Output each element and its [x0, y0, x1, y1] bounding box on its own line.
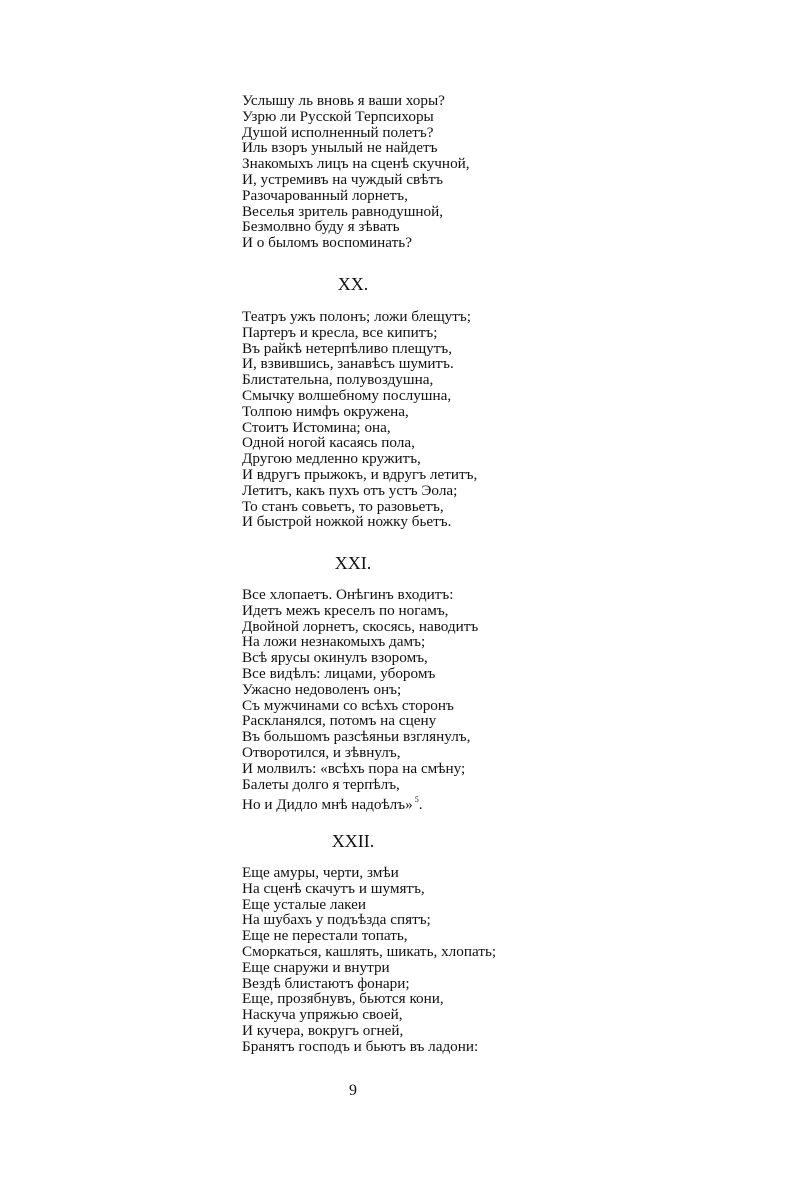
verse-line: Толпою нимфъ окружена, — [242, 402, 409, 420]
verse-line: Все видѣлъ: лицами, уборомъ — [242, 664, 436, 682]
verse-line: И молвилъ: «всѣхъ пора на смѣну; — [242, 759, 466, 777]
verse-line: Еще, прозябнувъ, бьются кони, — [242, 990, 444, 1008]
verse-line: Душой исполненный полетъ? — [242, 123, 434, 141]
verse-line: Одной ногой касаясь пола, — [242, 434, 415, 452]
verse-line: И, взвившись, занавѣсъ шумитъ. — [242, 355, 454, 373]
verse-line: Идетъ межъ креселъ по ногамъ, — [242, 601, 449, 619]
verse-line: И о быломъ воспоминать? — [242, 234, 412, 252]
stanza-heading-xx: XX. — [337, 274, 369, 294]
verse-line: Двойной лорнетъ, скосясь, наводитъ — [242, 617, 479, 635]
stanza-xxii — [242, 865, 562, 1055]
stanza-xx — [242, 309, 562, 530]
verse-line: Еще не перестали топать, — [242, 927, 408, 945]
verse-line: На ложи незнакомыхъ дамъ; — [242, 633, 426, 651]
verse-text: Но и Дидло мнѣ надоѣлъ» — [242, 796, 413, 814]
footnote-marker[interactable]: 5 — [414, 795, 419, 805]
verse-line: Въ большомъ разсѣяньи взглянулъ, — [242, 728, 471, 746]
verse-line: Наскуча упряжью своей, — [242, 1006, 403, 1024]
verse-line: Другою медленно кружитъ, — [242, 450, 421, 468]
verse-line: Съ мужчинами со всѣхъ сторонъ — [242, 696, 454, 714]
verse-line: Отворотился, и зѣвнулъ, — [242, 743, 401, 761]
verse-line: Летитъ, какъ пухъ отъ устъ Эола; — [242, 481, 458, 499]
verse-line: Стоитъ Истомина; она, — [242, 418, 391, 436]
verse-line: Театръ ужъ полонъ; ложи блещутъ; — [242, 308, 471, 325]
verse-line: То станъ совьетъ, то разовьетъ, — [242, 497, 444, 515]
verse-line: Въ райкѣ нетерпѣливо плещутъ, — [242, 339, 453, 357]
stanza-xxi — [242, 586, 562, 814]
verse-line-last — [242, 792, 562, 814]
final-period: . — [418, 796, 423, 814]
verse-line: Ужасно недоволенъ онъ; — [242, 680, 402, 698]
verse-line: Веселья зритель равнодушной, — [242, 202, 444, 220]
verse-line: Смычку волшебному послушна, — [242, 386, 452, 404]
verse-line: На сценѣ скачутъ и шумятъ, — [242, 879, 425, 897]
verse-line: Еще усталые лакеи — [242, 895, 367, 913]
verse-line: Бранятъ господъ и бьютъ въ ладони: — [242, 1037, 479, 1055]
verse-line: Все хлопаетъ. Онѣгинъ входитъ: — [242, 586, 454, 603]
verse-line: Всѣ ярусы окинулъ взоромъ, — [242, 649, 428, 667]
verse-line: Разочарованный лорнетъ, — [242, 186, 408, 204]
verse-line: Блистательна, полувоздушна, — [242, 371, 434, 389]
verse-line: Балеты долго я терпѣлъ, — [242, 775, 400, 793]
verse-line: И, устремивъ на чуждый свѣтъ — [242, 170, 443, 188]
verse-line: Сморкаться, кашлять, шикать, хлопать; — [242, 942, 497, 960]
page-number: 9 — [349, 1082, 357, 1099]
verse-line: Услышу ль вновь я ваши хоры? — [242, 92, 445, 109]
verse-line: И вдругъ прыжокъ, и вдругъ летитъ, — [242, 465, 478, 483]
verse-line: Еще амуры, черти, змѣи — [242, 864, 399, 881]
stanza-heading-xxi: XXI. — [334, 553, 372, 573]
verse-line: На шубахъ у подъѣзда спятъ; — [242, 911, 431, 929]
verse-line: Партеръ и кресла, все кипитъ; — [242, 323, 438, 341]
verse-line: И быстрой ножкой ножку бьетъ. — [242, 513, 452, 531]
verse-line: И кучера, вокругъ огней, — [242, 1021, 404, 1039]
verse-line: Знакомыхъ лицъ на сценѣ скучной, — [242, 155, 470, 173]
stanza-opening — [242, 93, 562, 251]
stanza-heading-xxii: XXII. — [331, 831, 375, 851]
verse-line: Вездѣ блистаютъ фонари; — [242, 974, 410, 992]
verse-line: Безмолвно буду я зѣвать — [242, 218, 400, 236]
verse-line: Раскланялся, потомъ на сцену — [242, 712, 437, 730]
verse-line: Узрю ли Русской Терпсихоры — [242, 107, 434, 125]
verse-line: Еще снаружи и внутри — [242, 958, 390, 976]
verse-line: Иль взоръ унылый не найдетъ — [242, 139, 438, 157]
